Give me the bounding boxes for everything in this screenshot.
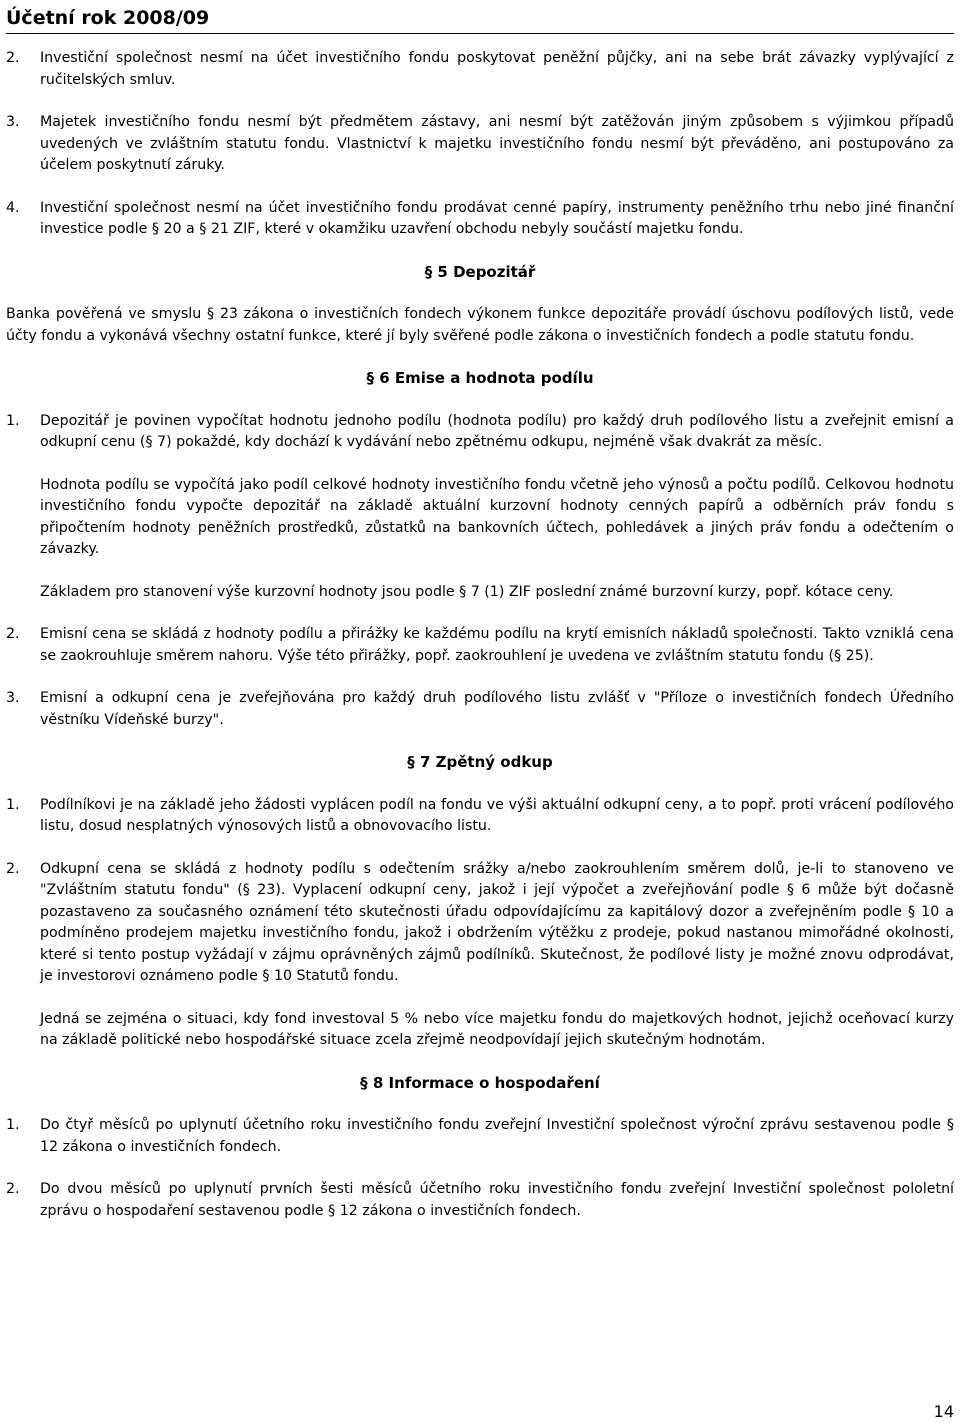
paragraph-number: 2. xyxy=(6,860,20,877)
paragraph-text: Emisní cena se skládá z hodnoty podílu a přirážky ke každému podílu na krytí emisních nákladů společnosti. Takto vzniklá cena se zaokrouhluje směrem nahoru. Výše této přirážky, popř. zaokrouhlení je uvedena ve zvláštním statutu fondu (§ 25). xyxy=(40,626,954,664)
paragraph-number: 1. xyxy=(6,412,20,429)
paragraph-text: Investiční společnost nesmí na účet investičního fondu prodávat cenné papíry, instrumenty peněžního trhu nebo jiné finanční investice podle § 20 a § 21 ZIF, které v okamžiku uzavření obchodu nebyly součástí majetku fondu. xyxy=(40,199,954,237)
numbered-paragraph xyxy=(6,48,954,91)
numbered-paragraph xyxy=(6,198,954,241)
section-heading: § 7 Zpětný odkup xyxy=(407,753,553,771)
paragraph-number: 3. xyxy=(6,114,20,130)
numbered-paragraph xyxy=(6,688,954,731)
paragraph-number: 1. xyxy=(6,796,20,813)
paragraph-text: Do dvou měsíců po uplynutí prvních šesti měsíců účetního roku investičního fondu zveřejní Investiční společnost pololetní zprávu o hospodaření sestavenou podle § 12 zákona o investičních fondech. xyxy=(40,1181,954,1219)
paragraph-text: Majetek investičního fondu nesmí být předmětem zástavy, ani nesmí být zatěžován jiným způsobem s výjimkou případů uvedených ve zvláštním statutu fondu. Vlastnictví k majetku investičního fondu nesmí být převáděno, ani postupováno za účelem poskytnutí záruky. xyxy=(40,114,954,173)
paragraph-text: Podílníkovi je na základě jeho žádosti vyplácen podíl na fondu ve výši aktuální odkupní ceny, a to popř. proti vrácení podílového listu, dosud nesplatných výnosových listů a obnovovacího listu. xyxy=(40,796,954,834)
paragraph-text: Základem pro stanovení výše kurzovní hodnoty jsou podle § 7 (1) ZIF poslední známé burzovní kurzy, popř. kótace ceny. xyxy=(40,583,894,600)
numbered-paragraph xyxy=(6,1115,954,1158)
document-body xyxy=(6,48,954,1243)
paragraph-text: Do čtyř měsíců po uplynutí účetního roku investičního fondu zveřejní Investiční společnost výroční zprávu sestavenou podle § 12 zákona o investičních fondech. xyxy=(40,1117,954,1155)
paragraph-text: Emisní a odkupní cena je zveřejňována pro každý druh podílového listu zvlášť v "Příloze o investičních fondech Úředního věstníku Vídeňské burzy". xyxy=(40,690,954,728)
section-heading: § 5 Depozitář xyxy=(424,262,536,281)
paragraph-text: Depozitář je povinen vypočítat hodnotu jednoho podílu (hodnota podílu) pro každý druh podílového listu a zveřejnit emisní a odkupní cenu (§ 7) pokaždé, kdy dochází k vydávání nebo zpětnému odkupu, nejméně však dvakrát za měsíc. xyxy=(40,412,954,450)
paragraph-number: 2. xyxy=(6,50,20,66)
paragraph-text: Odkupní cena se skládá z hodnoty podílu s odečtením srážky a/nebo zaokrouhlením směrem dolů, je-li to stanoveno ve "Zvláštním statutu fondu" (§ 23). Vyplacení odkupní ceny, jakož i její výpočet a zveřejňování podle § 6 může být dočasně pozastaveno za současného oznámení této skutečnosti úřadu odpovídajícímu za kapitálový dozor a zveřejněním podle § 10 a podmíněno prodejem majetku investičního fondu, jakož i obdržením výtěžku z prodeje, pokud nastanou mimořádné okolnosti, které si tento postup vyžádají v zájmu oprávněných zájmů podílníků. Skutečnost, že podílové listy je možné znovu odprodávat, je investorovi oznámeno podle § 10 Statutů fondu. xyxy=(40,860,954,984)
paragraph-text: Investiční společnost nesmí na účet investičního fondu poskytovat peněžní půjčky, ani na sebe brát závazky vyplývající z ručitelských smluv. xyxy=(40,50,954,88)
numbered-paragraph xyxy=(6,112,954,177)
numbered-paragraph xyxy=(6,795,954,838)
paragraph-text: Hodnota podílu se vypočítá jako podíl celkové hodnoty investičního fondu včetně jeho výnosů a počtu podílů. Celkovou hodnotu investičního fondu vypočte depozitář na základě aktuální kurzovní hodnoty cenných papírů a odběrních práv fondu s připočtením hodnoty peněžních prostředků, zůstatků na bankovních účtech, pohledávek a jiných práv fondu a odečtením o závazky. xyxy=(40,476,954,557)
paragraph-text: Banka pověřená ve smyslu § 23 zákona o investičních fondech výkonem funkce depozitáře provádí úschovu podílových listů, vede účty fondu a vykonává všechny ostatní funkce, které jí byly svěřené podle zákona o investičních fondech a podle statutu fondu. xyxy=(6,306,954,344)
paragraph-number: 1. xyxy=(6,1117,20,1133)
paragraph-text: Jedná se zejména o situaci, kdy fond investoval 5 % nebo více majetku fondu do majetkových hodnot, jejichž oceňovací kurzy na základě politické nebo hospodářské situace zcela zřejmě neodpovídají jejich skutečným hodnotám. xyxy=(40,1010,954,1048)
numbered-paragraph xyxy=(6,1179,954,1222)
paragraph-number: 3. xyxy=(6,690,20,706)
page-number: 14 xyxy=(933,1402,954,1421)
numbered-paragraph xyxy=(6,859,954,988)
numbered-paragraph xyxy=(6,411,954,454)
paragraph-number: 4. xyxy=(6,199,20,216)
paragraph-number: 2. xyxy=(6,1181,20,1197)
numbered-paragraph xyxy=(6,624,954,667)
section-heading: § 6 Emise a hodnota podílu xyxy=(366,369,594,387)
paragraph-number: 2. xyxy=(6,626,20,642)
page-header-title: Účetní rok 2008/09 xyxy=(6,5,954,34)
section-heading: § 8 Informace o hospodaření xyxy=(360,1073,600,1092)
